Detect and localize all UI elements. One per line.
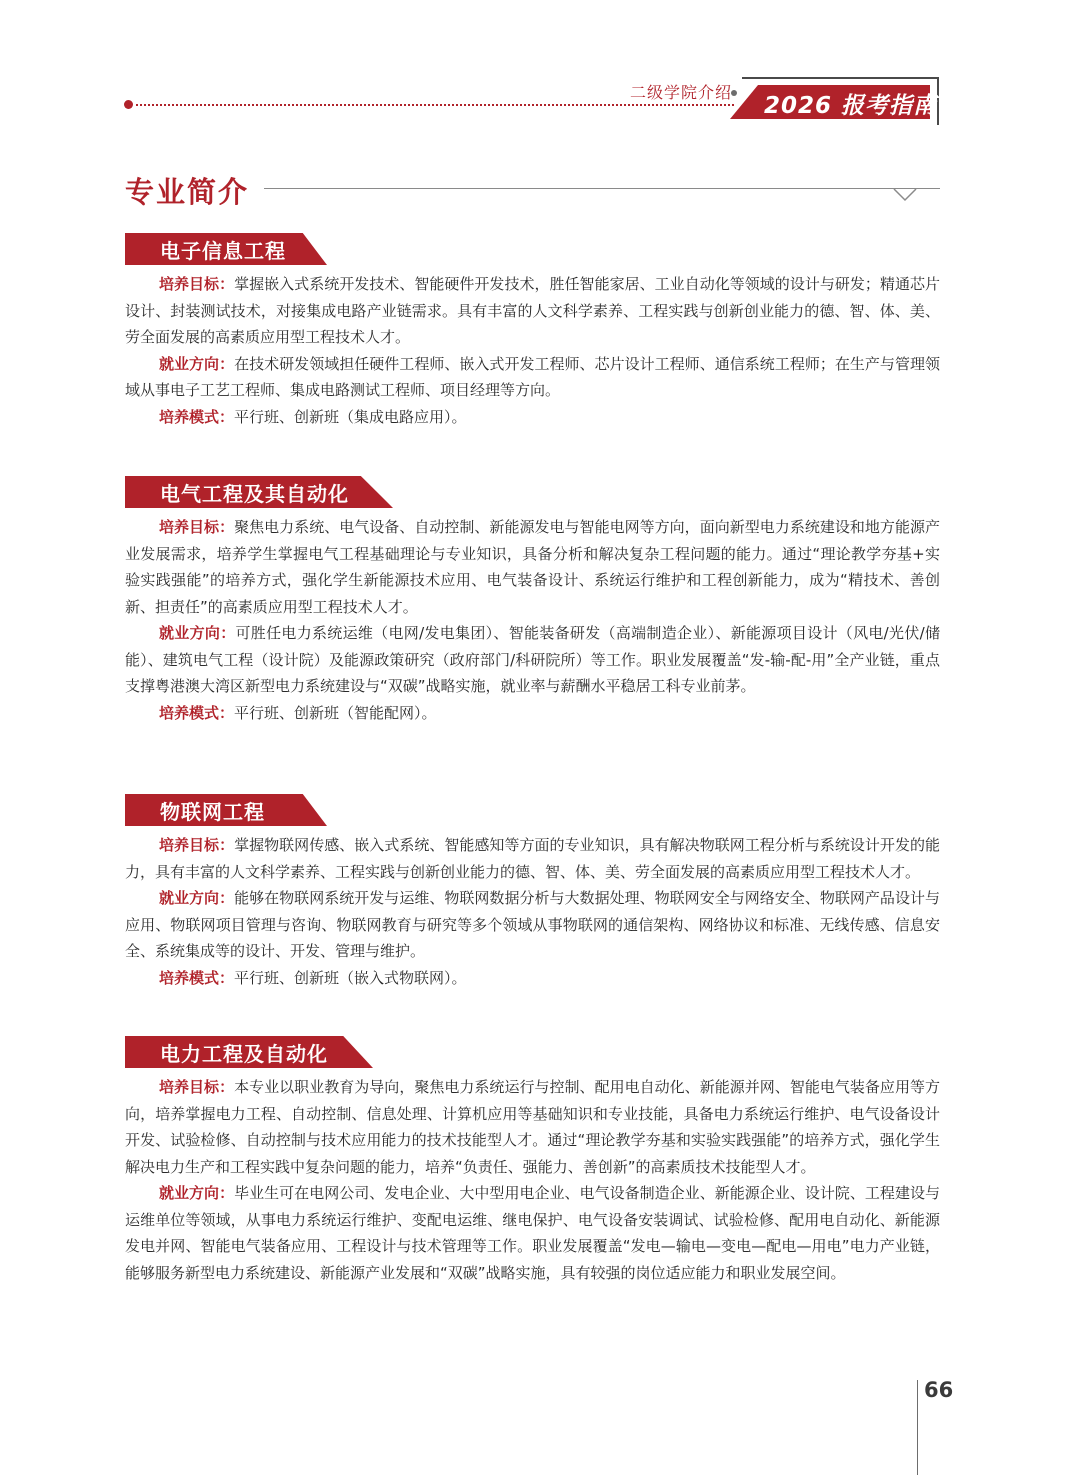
header-dot-marker: [124, 100, 133, 109]
major-block-power-eng: [125, 1036, 940, 1286]
mode-paragraph: [125, 700, 940, 727]
career-text: 在技术研发领域担任硬件工程师、嵌入式开发工程师、芯片设计工程师、通信系统工程师；在生产与管理领域从事电子工艺工程师、集成电路测试工程师、项目经理等方向。: [125, 354, 940, 399]
major-banner: [125, 1036, 940, 1068]
header-title: 2026 报考指南: [764, 93, 938, 119]
page-number: 66: [924, 1378, 954, 1402]
chevron-down-icon: [893, 188, 917, 202]
mode-label: 培养模式：: [159, 407, 235, 426]
career-label: 就业方向：: [159, 624, 236, 642]
goal-paragraph: [125, 514, 940, 620]
goal-label: 培养目标：: [159, 275, 235, 293]
goal-paragraph: [125, 832, 940, 885]
career-label: 就业方向：: [159, 889, 235, 907]
career-paragraph: [125, 351, 940, 404]
career-paragraph: [125, 885, 940, 965]
career-text: 毕业生可在电网公司、发电企业、大中型用电企业、电气设备制造企业、新能源企业、设计院、工程建设与运维单位等领域，从事电力系统运行维护、变配电运维、继电保护、电气设备安装调试、试验检修、配用电自动化、新能源发电并网、智能电气装备应用、工程设计与技术管理等工作。职业发展覆盖“发电—输电—变电—配电—用电”电力产业链，能够服务新型电力系统建设、新能源产业发展和“双碳”战略实施，具有较强的岗位适应能力和职业发展空间。: [125, 1184, 940, 1282]
goal-paragraph: [125, 1074, 940, 1180]
major-banner: [125, 233, 940, 265]
goal-label: 培养目标：: [159, 1078, 235, 1096]
mode-label: 培养模式：: [159, 703, 235, 722]
title-rule: [264, 188, 940, 189]
major-block-electrical-eng: [125, 476, 940, 726]
major-name: 电气工程及其自动化: [160, 482, 349, 506]
major-banner: [125, 476, 940, 508]
mode-text: 平行班、创新班（嵌入式物联网）。: [234, 968, 467, 987]
mode-text: 平行班、创新班（集成电路应用）。: [234, 407, 467, 426]
page-number-rule: [917, 1380, 918, 1475]
career-text: 可胜任电力系统运维（电网/发电集团）、智能装备研发（高端制造企业）、新能源项目设计（风电/光伏/储能）、建筑电气工程（设计院）及能源政策研究（政府部门/科研院所）等工作。职业发展覆盖“发-输-配-用”全产业链，重点支撑粤港澳大湾区新型电力系统建设与“双碳”战略实施，就业率与薪酬水平稳居工科专业前茅。: [125, 624, 940, 695]
goal-label: 培养目标：: [159, 518, 235, 536]
mode-paragraph: [125, 404, 940, 431]
header-dotted-rule: [136, 104, 734, 106]
goal-text: 掌握嵌入式系统开发技术、智能硬件开发技术，胜任智能家居、工业自动化等领域的设计与研发；精通芯片设计、封装测试技术，对接集成电路产业链需求。具有丰富的人文科学素养、工程实践与创新创业能力的德、智、体、美、劳全面发展的高素质应用型工程技术人才。: [125, 275, 940, 346]
goal-label: 培养目标：: [159, 836, 235, 854]
mode-text: 平行班、创新班（智能配网）。: [234, 703, 437, 722]
career-paragraph: [125, 620, 940, 700]
goal-text: 聚焦电力系统、电气设备、自动控制、新能源发电与智能电网等方向，面向新型电力系统建设和地方能源产业发展需求，培养学生掌握电气工程基础理论与专业知识，具备分析和解决复杂工程问题的能力。通过“理论教学夯基+实验实践强能”的培养方式，强化学生新能源技术应用、电气装备设计、系统运行维护和工程创新能力，成为“精技术、善创新、担责任”的高素质应用型工程技术人才。: [125, 518, 940, 616]
major-block-iot: [125, 794, 940, 991]
career-paragraph: [125, 1180, 940, 1286]
mode-paragraph: [125, 965, 940, 992]
major-block-electronic-info: [125, 233, 940, 430]
goal-paragraph: [125, 271, 940, 351]
mode-label: 培养模式：: [159, 968, 235, 987]
goal-text: 掌握物联网传感、嵌入式系统、智能感知等方面的专业知识，具有解决物联网工程分析与系统设计开发的能力，具有丰富的人文科学素养、工程实践与创新创业能力的德、智、体、美、劳全面发展的高素质应用型工程技术人才。: [125, 836, 940, 881]
career-label: 就业方向：: [159, 354, 235, 373]
page-title: 专业简介: [125, 175, 250, 209]
major-name: 物联网工程: [160, 800, 265, 824]
career-label: 就业方向：: [159, 1184, 235, 1202]
major-name: 电力工程及自动化: [160, 1042, 328, 1066]
major-name: 电子信息工程: [160, 239, 286, 263]
goal-text: 本专业以职业教育为导向，聚焦电力系统运行与控制、配用电自动化、新能源并网、智能电气装备应用等方向，培养掌握电力工程、自动控制、信息处理、计算机应用等基础知识和专业技能，具备电力系统运行维护、电气设备设计开发、试验检修、自动控制与技术应用能力的技术技能型人才。通过“理论教学夯基和实验实践强能”的培养方式，强化学生解决电力生产和工程实践中复杂问题的能力，培养“负责任、强能力、善创新”的高素质技术技能型人才。: [125, 1078, 940, 1176]
header-subtitle: 二级学院介绍: [630, 83, 733, 102]
major-banner: [125, 794, 940, 826]
career-text: 能够在物联网系统开发与运维、物联网数据分析与大数据处理、物联网安全与网络安全、物联网产品设计与应用、物联网项目管理与咨询、物联网教育与研究等多个领域从事物联网的通信架构、网络协议和标准、无线传感、信息安全、系统集成等的设计、开发、管理与维护。: [125, 889, 940, 960]
